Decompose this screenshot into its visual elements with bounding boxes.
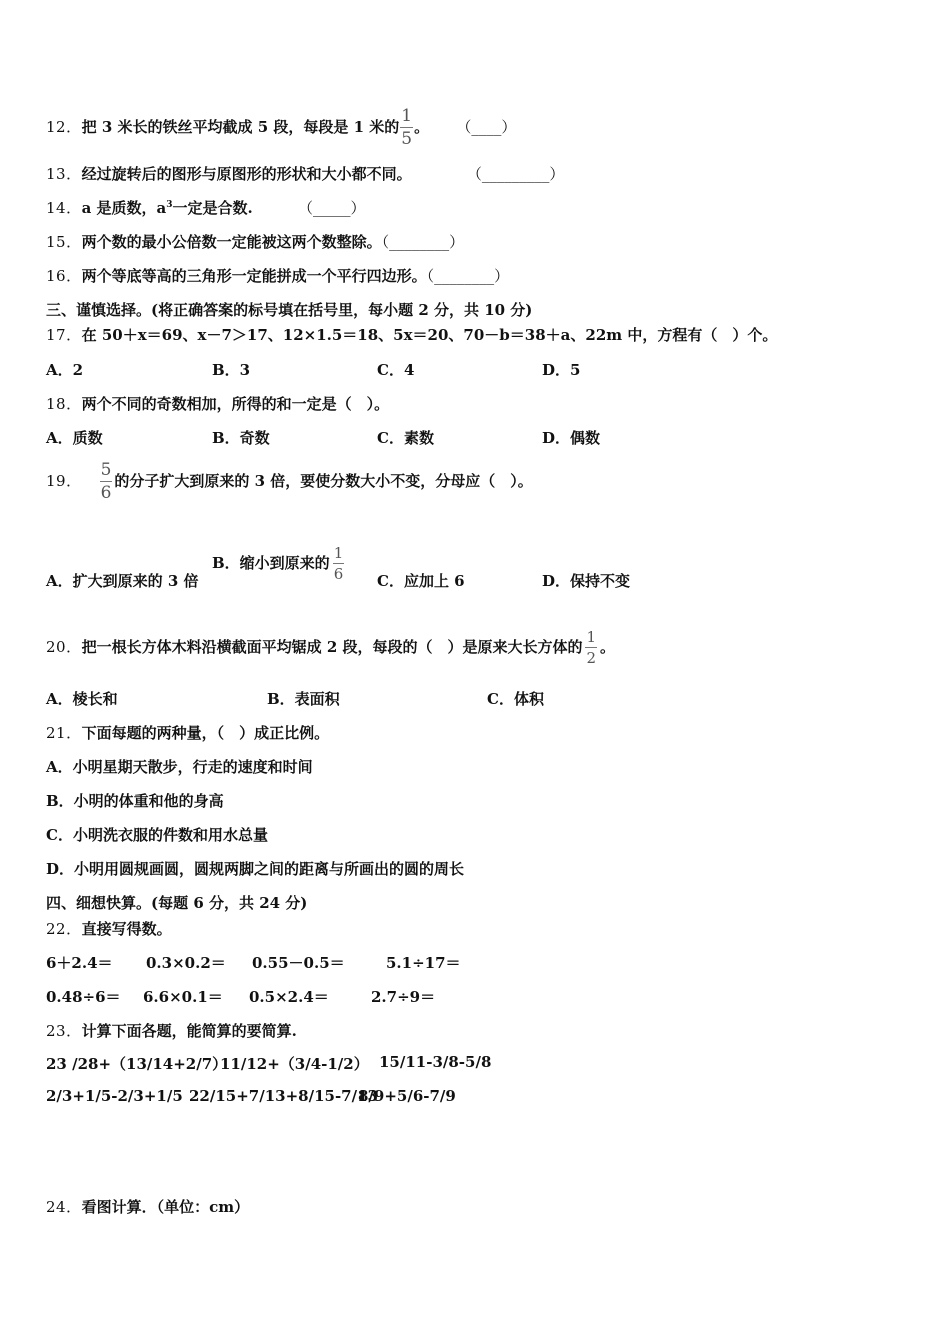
answer-blank[interactable]: （________）	[381, 233, 465, 251]
question-20	[46, 630, 615, 666]
fraction	[100, 462, 113, 502]
question-12	[46, 108, 516, 148]
question-number: 16．	[46, 267, 82, 285]
question-text: 在 50＋x＝69、x－7＞17、12×1.5＝18、5x＝20、70－b＝38＋a、22m 中，方程有（ ）个。	[81, 326, 778, 344]
option-c[interactable]: C．应加上 6	[377, 572, 465, 590]
question-text: 经过旋转后的图形与原图形的形状和大小都不同。	[81, 165, 412, 183]
fraction-numerator: 1	[333, 544, 344, 562]
option-c[interactable]: C．素数	[377, 429, 434, 447]
question-text: 两个数的最小公倍数一定能被这两个数整除。	[81, 233, 382, 251]
calc-item: 23 /28+（13/14+2/7）	[46, 1055, 228, 1073]
answer-blank[interactable]: （________）	[426, 267, 510, 285]
question-number: 20．	[46, 638, 82, 656]
option-a[interactable]: A．棱长和	[46, 690, 118, 708]
fraction-denominator: 5	[401, 129, 413, 149]
question-19	[46, 462, 533, 502]
option-c[interactable]: C．体积	[487, 690, 544, 708]
calc-item: 15/11-3/8-5/8	[379, 1053, 492, 1071]
calc-item: 0.5×2.4＝	[249, 988, 329, 1006]
option-b[interactable]	[212, 546, 344, 582]
calc-item: 2.7÷9＝	[371, 988, 436, 1006]
question-number: 21．	[46, 724, 82, 742]
question-23	[46, 1020, 297, 1041]
option-d[interactable]: D．保持不变	[542, 572, 631, 590]
superscript: 3	[166, 200, 173, 210]
fraction-numerator: 5	[100, 460, 112, 480]
question-number: 22．	[46, 920, 82, 938]
option-c[interactable]: C．小明洗衣服的件数和用水总量	[46, 826, 268, 844]
option-b[interactable]: B．奇数	[212, 429, 270, 447]
section-heading-3: 三、谨慎选择。(将正确答案的标号填在括号里，每小题 2 分，共 10 分)	[46, 301, 533, 319]
question-number: 12．	[46, 118, 82, 136]
question-18	[46, 393, 389, 414]
option-a[interactable]: A．2	[46, 361, 84, 379]
fraction	[333, 546, 345, 582]
calc-item: 6＋2.4＝	[46, 954, 113, 972]
question-21	[46, 722, 329, 743]
calc-item: 6.6×0.1＝	[143, 988, 223, 1006]
option-b[interactable]: B．小明的体重和他的身高	[46, 792, 224, 810]
option-a[interactable]: A．小明星期天散步，行走的速度和时间	[46, 758, 313, 776]
option-d[interactable]: D．5	[542, 361, 581, 379]
fraction-numerator: 1	[401, 106, 413, 126]
option-a[interactable]: A．质数	[46, 429, 103, 447]
option-a[interactable]: A．扩大到原来的 3 倍	[46, 572, 199, 590]
question-number: 15．	[46, 233, 82, 251]
question-number: 18．	[46, 395, 82, 413]
question-24	[46, 1196, 249, 1217]
question-text: a 是质数，a	[81, 199, 167, 217]
question-text: 看图计算．（单位：cm）	[81, 1198, 250, 1216]
question-number: 24．	[46, 1198, 82, 1216]
answer-blank[interactable]: （____）	[456, 118, 517, 136]
fraction	[400, 108, 413, 148]
calc-item: 8/9+5/6-7/9	[358, 1087, 456, 1105]
question-16	[46, 265, 509, 286]
calc-item: 0.55－0.5＝	[252, 954, 345, 972]
question-text: 直接写得数。	[81, 920, 172, 938]
calc-item: 2/3+1/5-2/3+1/5	[46, 1087, 183, 1105]
question-number: 23．	[46, 1022, 82, 1040]
question-text-end: 一定是合数.	[172, 199, 253, 217]
question-text: 把 3 米长的铁丝平均截成 5 段，每段是 1 米的	[81, 118, 400, 136]
question-22	[46, 918, 172, 939]
question-text: 的分子扩大到原来的 3 倍，要使分数大小不变，分母应（ ）。	[114, 472, 533, 490]
question-text: 两个不同的奇数相加，所得的和一定是（ ）。	[81, 395, 390, 413]
option-d[interactable]: D．偶数	[542, 429, 601, 447]
question-text: 两个等底等高的三角形一定能拼成一个平行四边形。	[81, 267, 427, 285]
fraction-denominator: 2	[586, 649, 597, 667]
question-text: 把一根长方体木料沿横截面平均锯成 2 段，每段的（ ）是原来大长方体的	[81, 638, 583, 656]
question-text-end: 。	[600, 638, 616, 656]
question-number: 14．	[46, 199, 82, 217]
calc-item: 22/15+7/13+8/15-7/13	[189, 1087, 378, 1105]
fraction	[585, 630, 597, 666]
question-number: 13．	[46, 165, 82, 183]
option-b[interactable]: B．3	[212, 361, 251, 379]
question-14	[46, 197, 366, 218]
fraction-denominator: 6	[333, 565, 344, 583]
question-text-end: 。	[414, 118, 430, 136]
calc-item: 0.3×0.2＝	[146, 954, 226, 972]
question-17	[46, 324, 777, 345]
option-c[interactable]: C．4	[377, 361, 415, 379]
calc-item: 0.48÷6＝	[46, 988, 121, 1006]
fraction-numerator: 1	[586, 628, 597, 646]
question-15	[46, 231, 464, 252]
answer-blank[interactable]: （_____）	[298, 199, 366, 217]
question-text: 计算下面各题，能简算的要简算.	[81, 1022, 297, 1040]
fraction-denominator: 6	[100, 483, 112, 503]
option-b[interactable]: B．表面积	[267, 690, 340, 708]
question-number: 17．	[46, 326, 82, 344]
question-text: 下面每题的两种量，（ ）成正比例。	[81, 724, 330, 742]
calc-item: 5.1÷17＝	[386, 954, 461, 972]
option-d[interactable]: D．小明用圆规画圆，圆规两脚之间的距离与所画出的圆的周长	[46, 860, 465, 878]
question-13	[46, 163, 564, 184]
option-b-text: B．缩小到原来的	[212, 554, 330, 572]
section-heading-4: 四、细想快算。(每题 6 分，共 24 分)	[46, 894, 308, 912]
calc-item: 11/12+（3/4-1/2）	[220, 1055, 369, 1073]
question-number: 19．	[46, 472, 82, 490]
answer-blank[interactable]: （_________）	[466, 165, 565, 183]
